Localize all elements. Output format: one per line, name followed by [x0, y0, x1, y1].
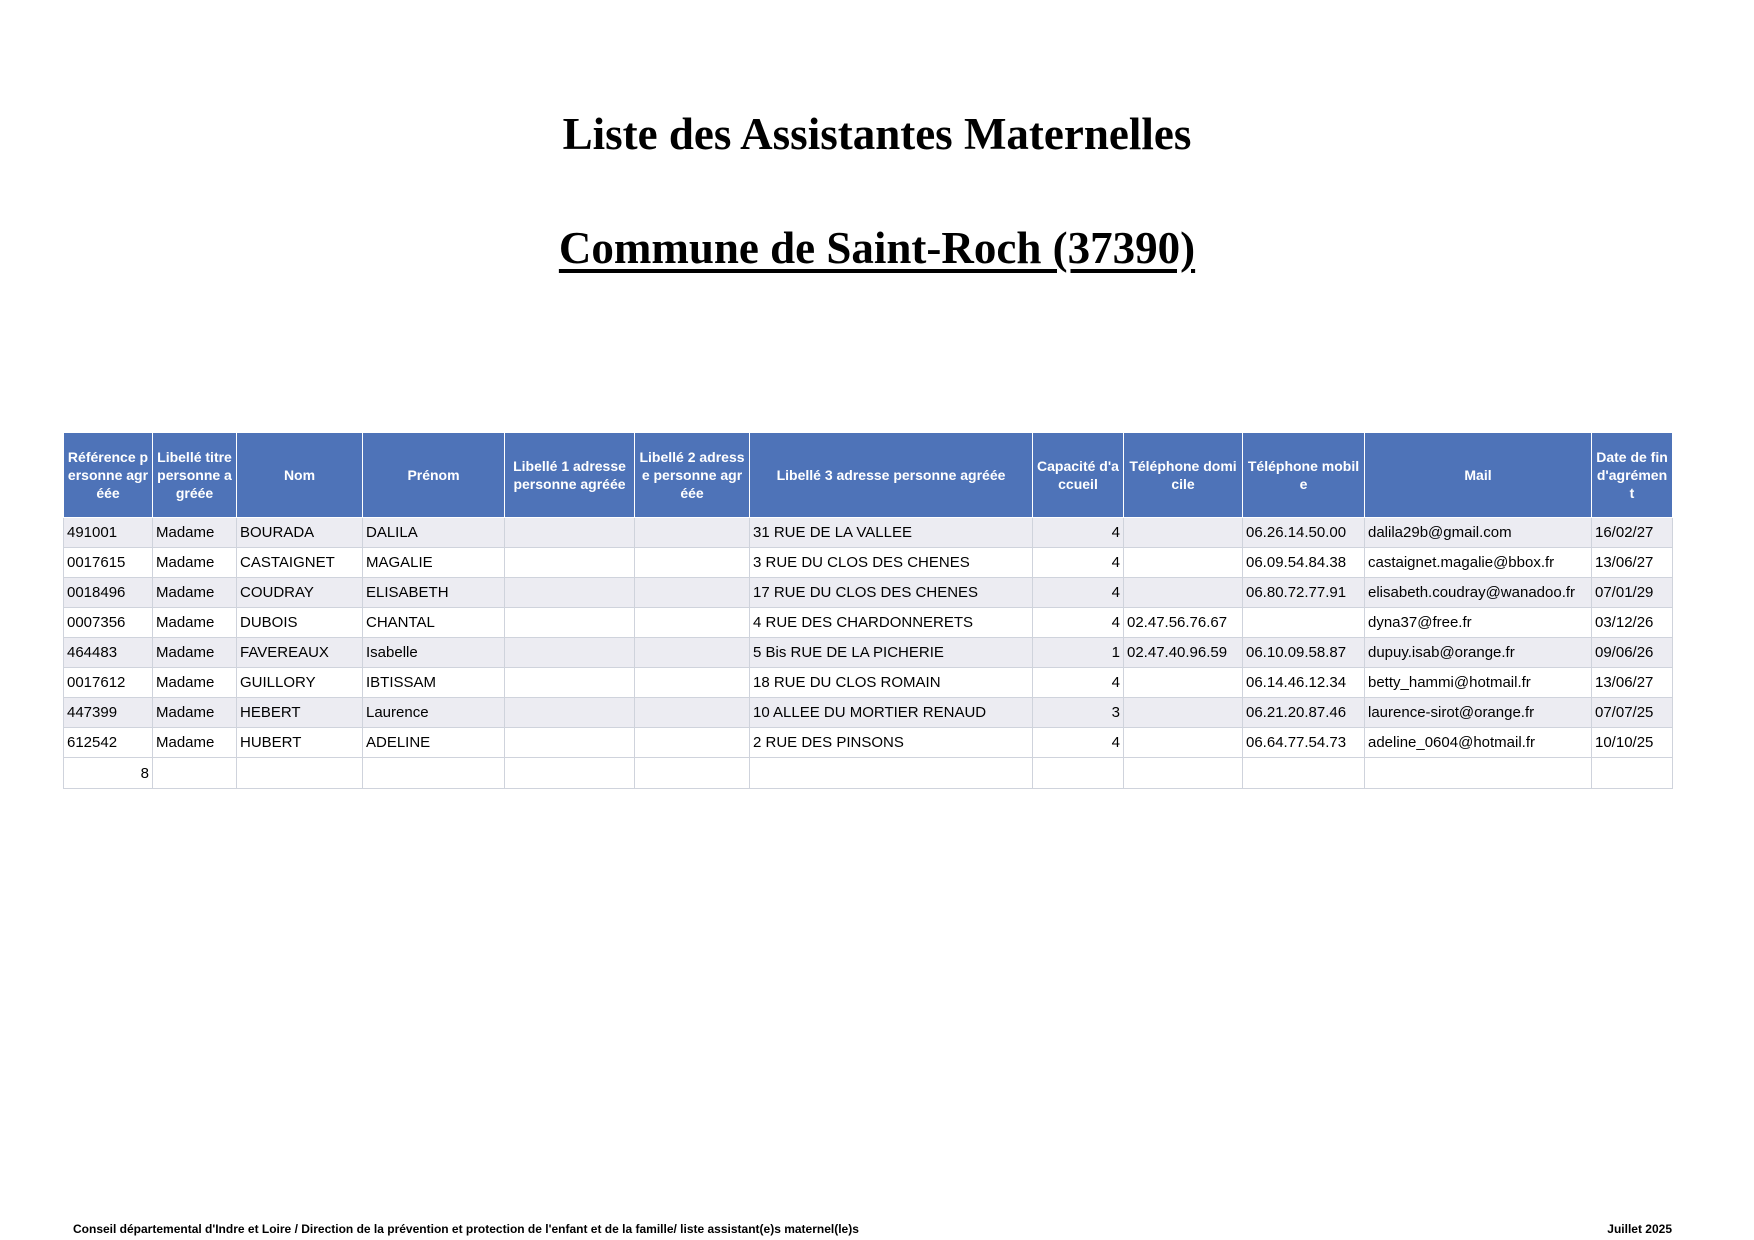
table-cell — [635, 578, 750, 608]
table-cell: castaignet.magalie@bbox.fr — [1365, 548, 1592, 578]
table-row — [64, 638, 1673, 668]
page-title: Liste des Assistantes Maternelles — [562, 109, 1192, 159]
table-cell: Madame — [153, 668, 237, 698]
table-cell — [635, 548, 750, 578]
table-cell: 13/06/27 — [1592, 668, 1673, 698]
table-cell — [635, 758, 750, 789]
table-cell: 06.09.54.84.38 — [1243, 548, 1365, 578]
table-cell — [1124, 758, 1243, 789]
table-cell: CHANTAL — [363, 608, 505, 638]
table-cell: BOURADA — [237, 518, 363, 548]
table-cell: Madame — [153, 578, 237, 608]
table-cell — [635, 728, 750, 758]
table-body — [64, 518, 1673, 789]
table-cell: elisabeth.coudray@wanadoo.fr — [1365, 578, 1592, 608]
column-header: Capacité d'accueil — [1033, 433, 1124, 518]
table-cell: 2 RUE DES PINSONS — [750, 728, 1033, 758]
column-header: Téléphone domicile — [1124, 433, 1243, 518]
table-cell: 06.64.77.54.73 — [1243, 728, 1365, 758]
table-cell: CASTAIGNET — [237, 548, 363, 578]
column-header: Libellé titre personne agréée — [153, 433, 237, 518]
table-cell — [505, 698, 635, 728]
table-cell: 5 Bis RUE DE LA PICHERIE — [750, 638, 1033, 668]
table-cell: 4 — [1033, 728, 1124, 758]
table-cell — [1243, 758, 1365, 789]
table-cell: IBTISSAM — [363, 668, 505, 698]
table-cell — [635, 518, 750, 548]
column-header: Téléphone mobile — [1243, 433, 1365, 518]
table-cell: 4 — [1033, 578, 1124, 608]
table-cell: Laurence — [363, 698, 505, 728]
table-cell: DUBOIS — [237, 608, 363, 638]
table-cell: 4 — [1033, 668, 1124, 698]
table-cell: 07/07/25 — [1592, 698, 1673, 728]
table-cell: FAVEREAUX — [237, 638, 363, 668]
table-cell: Madame — [153, 548, 237, 578]
table-cell: Madame — [153, 638, 237, 668]
table-cell: 0017615 — [64, 548, 153, 578]
column-header: Prénom — [363, 433, 505, 518]
table-cell: Madame — [153, 728, 237, 758]
table-cell — [1124, 668, 1243, 698]
table-cell: 4 — [1033, 548, 1124, 578]
table-cell: 07/01/29 — [1592, 578, 1673, 608]
table-row — [64, 518, 1673, 548]
column-header: Libellé 2 adresse personne agréée — [635, 433, 750, 518]
table-cell: 09/06/26 — [1592, 638, 1673, 668]
table-cell — [153, 758, 237, 789]
table-cell — [1365, 758, 1592, 789]
table-cell — [505, 758, 635, 789]
table-cell: 612542 — [64, 728, 153, 758]
table-cell: GUILLORY — [237, 668, 363, 698]
table-cell — [635, 608, 750, 638]
table-cell: ELISABETH — [363, 578, 505, 608]
assistants-table — [63, 432, 1673, 789]
table-cell: COUDRAY — [237, 578, 363, 608]
column-header: Libellé 1 adresse personne agréée — [505, 433, 635, 518]
table-cell: 10/10/25 — [1592, 728, 1673, 758]
table-header-row — [64, 433, 1673, 518]
table-cell: 03/12/26 — [1592, 608, 1673, 638]
footer-date: Juillet 2025 — [1607, 1222, 1672, 1236]
column-header: Nom — [237, 433, 363, 518]
column-header: Mail — [1365, 433, 1592, 518]
table-cell: 06.14.46.12.34 — [1243, 668, 1365, 698]
table-cell: Isabelle — [363, 638, 505, 668]
table-cell — [505, 608, 635, 638]
column-header: Date de fin d'agrément — [1592, 433, 1673, 518]
table-row — [64, 548, 1673, 578]
table-row — [64, 668, 1673, 698]
table-row — [64, 698, 1673, 728]
table-cell — [505, 578, 635, 608]
table-cell — [505, 518, 635, 548]
table-cell — [750, 758, 1033, 789]
table-cell: 1 — [1033, 638, 1124, 668]
table-cell: laurence-sirot@orange.fr — [1365, 698, 1592, 728]
table-cell: DALILA — [363, 518, 505, 548]
table-cell: 06.26.14.50.00 — [1243, 518, 1365, 548]
table-cell: 464483 — [64, 638, 153, 668]
table-cell: HEBERT — [237, 698, 363, 728]
table-cell — [363, 758, 505, 789]
table-cell: 13/06/27 — [1592, 548, 1673, 578]
table-total-row — [64, 758, 1673, 789]
table-cell: dalila29b@gmail.com — [1365, 518, 1592, 548]
page-subtitle: Commune de Saint-Roch (37390) — [558, 223, 1196, 273]
table-cell: 17 RUE DU CLOS DES CHENES — [750, 578, 1033, 608]
table-cell — [1124, 698, 1243, 728]
table-cell: Madame — [153, 608, 237, 638]
table-cell: betty_hammi@hotmail.fr — [1365, 668, 1592, 698]
table-cell: 0018496 — [64, 578, 153, 608]
table-cell: 06.10.09.58.87 — [1243, 638, 1365, 668]
table-cell: 3 RUE DU CLOS DES CHENES — [750, 548, 1033, 578]
table-cell: 3 — [1033, 698, 1124, 728]
table-cell: 4 — [1033, 608, 1124, 638]
table-cell: 18 RUE DU CLOS ROMAIN — [750, 668, 1033, 698]
table-cell: 4 RUE DES CHARDONNERETS — [750, 608, 1033, 638]
table-cell — [505, 728, 635, 758]
table-cell: 0017612 — [64, 668, 153, 698]
table-cell — [505, 548, 635, 578]
table-cell: 10 ALLEE DU MORTIER RENAUD — [750, 698, 1033, 728]
table-cell: 4 — [1033, 518, 1124, 548]
table-cell — [1033, 758, 1124, 789]
table-cell — [1124, 518, 1243, 548]
table-cell — [1124, 548, 1243, 578]
table-cell — [1124, 728, 1243, 758]
table-cell: 31 RUE DE LA VALLEE — [750, 518, 1033, 548]
table-cell: ADELINE — [363, 728, 505, 758]
table-cell: 447399 — [64, 698, 153, 728]
table-cell — [635, 638, 750, 668]
table-cell: Madame — [153, 698, 237, 728]
table-cell — [1243, 608, 1365, 638]
table-cell — [635, 698, 750, 728]
table-cell — [505, 638, 635, 668]
table-cell: 16/02/27 — [1592, 518, 1673, 548]
table-row — [64, 728, 1673, 758]
table-cell: 06.21.20.87.46 — [1243, 698, 1365, 728]
table-cell — [1124, 578, 1243, 608]
table-cell — [635, 668, 750, 698]
table-cell: 06.80.72.77.91 — [1243, 578, 1365, 608]
table-cell: dupuy.isab@orange.fr — [1365, 638, 1592, 668]
total-count: 8 — [64, 758, 153, 789]
table-cell — [505, 668, 635, 698]
table-cell — [1592, 758, 1673, 789]
column-header: Référence personne agréée — [64, 433, 153, 518]
table-cell: 491001 — [64, 518, 153, 548]
table-cell: adeline_0604@hotmail.fr — [1365, 728, 1592, 758]
table-cell: 0007356 — [64, 608, 153, 638]
table-cell: MAGALIE — [363, 548, 505, 578]
table-cell: Madame — [153, 518, 237, 548]
table-row — [64, 578, 1673, 608]
footer-source: Conseil départemental d'Indre et Loire / Direction de la prévention et protection de l'enfant et de la famille/ liste assistant(e)s maternel(le)s — [73, 1222, 859, 1236]
table-cell — [237, 758, 363, 789]
table-cell: dyna37@free.fr — [1365, 608, 1592, 638]
table-cell: 02.47.56.76.67 — [1124, 608, 1243, 638]
column-header: Libellé 3 adresse personne agréée — [750, 433, 1033, 518]
table-row — [64, 608, 1673, 638]
table-cell: HUBERT — [237, 728, 363, 758]
table-cell: 02.47.40.96.59 — [1124, 638, 1243, 668]
